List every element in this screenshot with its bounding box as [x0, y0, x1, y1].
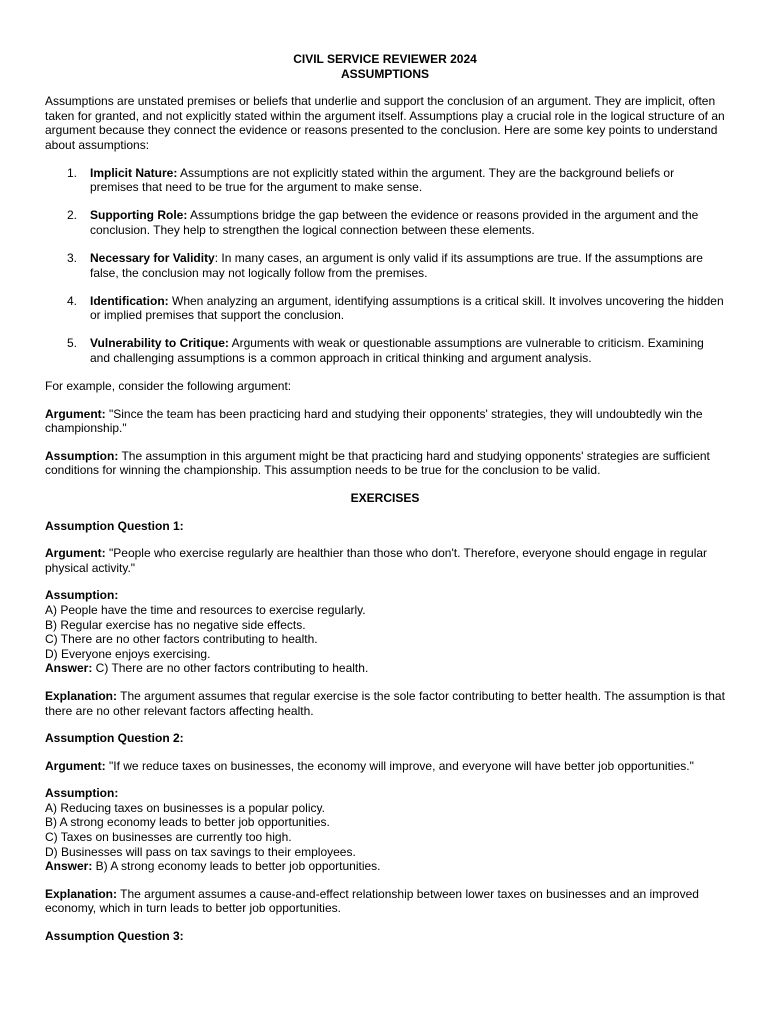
question-assumption-label: Assumption: [45, 588, 119, 603]
question-heading: Assumption Question 3: [45, 929, 184, 944]
question-argument: Argument: "People who exercise regularly are healthier than those who don't. Therefore, everyone should engage in regular physical activity." [45, 546, 708, 575]
question-heading: Assumption Question 2: [45, 731, 184, 746]
key-point: 2. Supporting Role: Assumptions bridge the gap between the evidence or reasons provided in the argument and the conclusion. They help to strengthen the logical connection between these elements. [67, 208, 699, 237]
intro-paragraph: Assumptions are unstated premises or beliefs that underlie and support the conclusion of an argument. They are implicit, often taken for granted, and not explicitly stated within the argument itself. Assumptions play a crucial role in the logical structure of an argument because they connect the evidence or reasons presented to the conclusion. Here are some key points to understand about assumptions: [45, 94, 725, 152]
key-point: 5. Vulnerability to Critique: Arguments with weak or questionable assumptions are vulnerable to criticism. Examining and challenging assumptions is a common approach in critical thinking and argument analysis. [67, 336, 704, 365]
option-item: A) Reducing taxes on businesses is a popular policy. [45, 800, 325, 815]
example-lead: For example, consider the following argument: [45, 379, 292, 393]
question-answer: Answer: B) A strong economy leads to better job opportunities. [45, 859, 381, 874]
key-point: 1. Implicit Nature: Assumptions are not explicitly stated within the argument. They are the background beliefs or premises that need to be true for the argument to make sense. [67, 165, 675, 195]
option-item: D) Businesses will pass on tax savings to their employees. [45, 844, 356, 859]
option-item: B) A strong economy leads to better job opportunities. [45, 815, 330, 830]
question-heading: Assumption Question 1: [45, 518, 184, 533]
option-item: C) Taxes on businesses are currently too high. [45, 830, 292, 845]
option-item: A) People have the time and resources to exercise regularly. [45, 602, 366, 617]
option-item: B) Regular exercise has no negative side effects. [45, 617, 306, 632]
question-answer: Answer: C) There are no other factors contributing to health. [45, 661, 369, 676]
document-subtitle: ASSUMPTIONS [340, 66, 429, 81]
document-page [45, 52, 725, 944]
key-points-list [45, 166, 725, 366]
option-item: D) Everyone enjoys exercising. [45, 646, 211, 661]
key-point: 4. Identification: When analyzing an argument, identifying assumptions is a critical skill. It involves uncovering the hidden or implied premises that support the conclusion. [67, 293, 724, 323]
example-assumption: Assumption: The assumption in this argument might be that practicing hard and studying opponents' strategies are sufficient conditions for winning the championship. This assumption needs to be true for the conclusion to be valid. [45, 448, 710, 478]
key-point: 3. Necessary for Validity: In many cases, an argument is only valid if its assumptions are true. If the assumptions are false, the conclusion may not logically follow from the premises. [67, 250, 703, 280]
question-explanation: Explanation: The argument assumes that regular exercise is the sole factor contributing to better health. The assumption is that there are no other relevant factors affecting health. [45, 688, 725, 718]
question-explanation: Explanation: The argument assumes a cause-and-effect relationship between lower taxes on businesses and an improved economy, which in turn leads to better job opportunities. [45, 886, 699, 916]
exercises-heading: EXERCISES [350, 490, 420, 505]
option-item: C) There are no other factors contributing to health. [45, 632, 318, 647]
document-title: CIVIL SERVICE REVIEWER 2024 [293, 52, 477, 66]
question-assumption-label: Assumption: [45, 786, 119, 801]
example-argument: Argument: "Since the team has been practicing hard and studying their opponents' strategies, they will undoubtedly win the championship." [45, 406, 703, 436]
question-argument: Argument: "If we reduce taxes on businesses, the economy will improve, and everyone will have better job opportunities." [45, 758, 694, 773]
